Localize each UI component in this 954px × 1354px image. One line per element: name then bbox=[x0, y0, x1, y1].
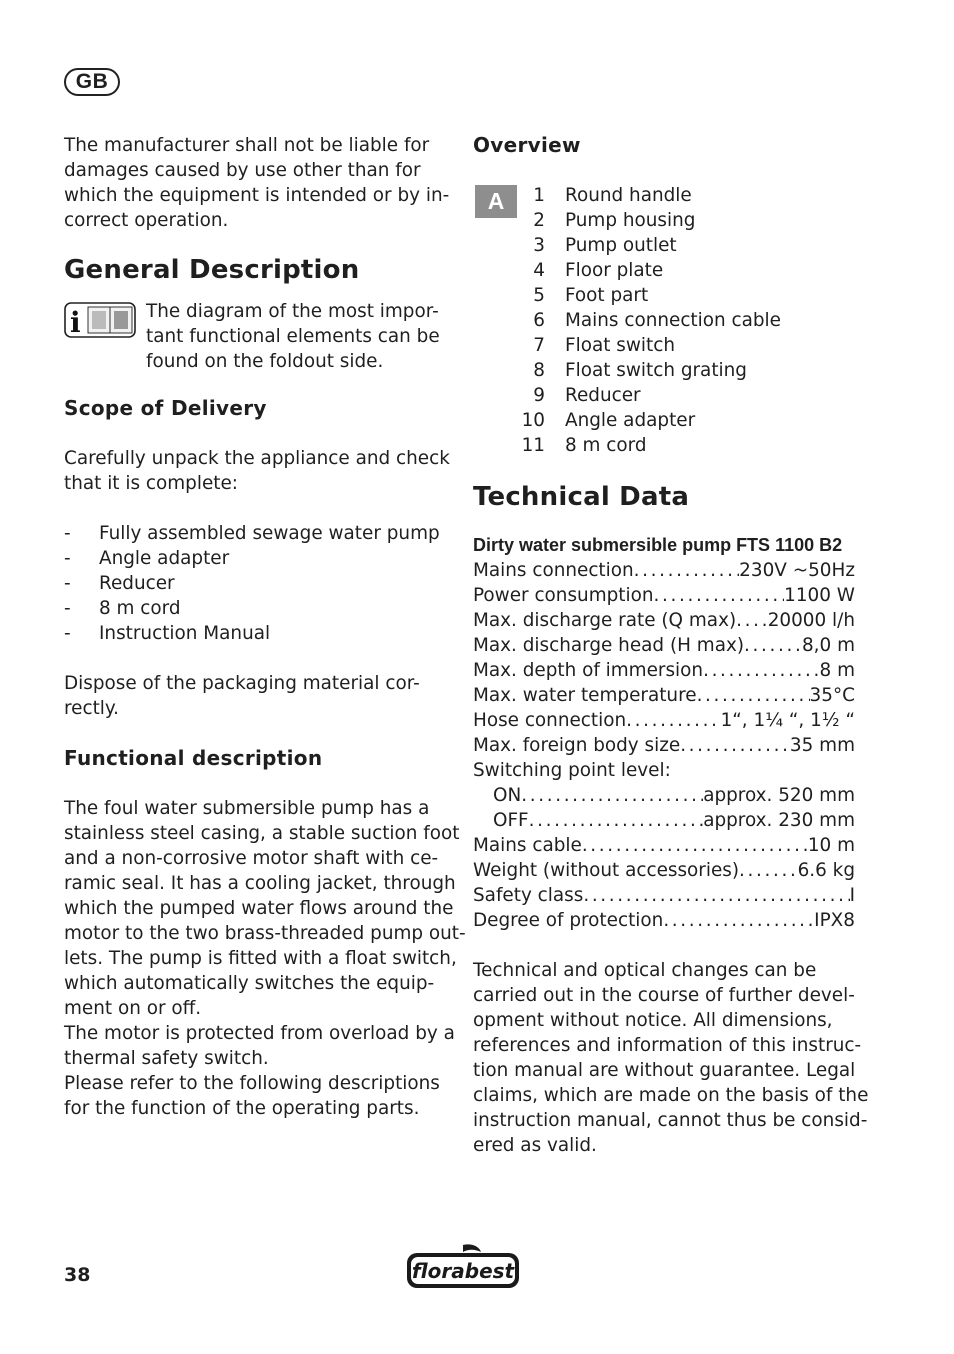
spec-row: Max. depth of immersion . . . 8 m bbox=[473, 658, 855, 683]
spec-row: ON . . . approx. 520 mm bbox=[473, 783, 855, 808]
scope-list bbox=[64, 521, 444, 646]
list-item: - Instruction Manual bbox=[64, 623, 271, 644]
spec-row: Max. discharge head (H max) . . . 8,0 m bbox=[473, 633, 855, 658]
spec-row: Hose connection . . . 1“, 1¼ “, 1½ “ bbox=[473, 708, 855, 733]
spec-row: Power consumption . . . 1100 W bbox=[473, 583, 855, 608]
list-item: 4 Floor plate bbox=[533, 260, 664, 281]
list-item: 10 Angle adapter bbox=[521, 410, 696, 431]
svg-text:i: i bbox=[70, 306, 81, 339]
scope-of-delivery-heading: Scope of Delivery bbox=[64, 396, 267, 420]
technical-note-paragraph: Technical and optical changes can be carried out in the course of further devel- opment without notice. All dimensions, references and information of this instruc- tion manual are without guarantee. Legal claims, which are made on the basis of the instruction manual, cannot thus be consid- ered as valid. bbox=[473, 960, 869, 1156]
spec-row: Safety class . . . I bbox=[473, 883, 855, 908]
spec-row: Mains connection . . . 230V ~50Hz bbox=[473, 558, 855, 583]
spec-row: Max. water temperature . . . 35°C bbox=[473, 683, 855, 708]
info-manual-icon bbox=[64, 301, 136, 339]
florabest-logo bbox=[405, 1242, 521, 1292]
list-item: 1 Round handle bbox=[533, 185, 692, 206]
right-column bbox=[473, 133, 869, 1158]
svg-text:florabest: florabest bbox=[411, 1259, 515, 1283]
general-description-heading: General Description bbox=[64, 255, 360, 285]
spec-row: Max. foreign body size . . . 35 mm bbox=[473, 733, 855, 758]
left-column: The manufacturer shall not be liable for damages caused by use other than for which the equipment is intended or by in- correct operation. General Description i The diagram of the most impor- tant functional elements can be found on the foldout side. Scope of Delivery Carefully unpack the appliance and check that it is complete: - Fully assembled sewage water pump - Angle adapter - Reducer - 8 m cord - Instruction Manual Dispose of the packaging material cor- rectly. Functional description The foul water submersible pump has a stainless steel casing, a stable suction foot and a non-corrosive motor shaft with ce- ramic seal. It has a cooling jacket, through which the pumped water flows around the motor to the two brass-threaded pump out- lets. The pump is fitted with a float switch, which automatically switches the equip- ment on or off. The motor is protected from overload by a thermal safety switch. Please refer to the following descriptions for the function of the operating parts. bbox=[64, 135, 466, 1119]
language-badge: GB bbox=[64, 68, 120, 96]
technical-data-subtitle: Dirty water submersible pump FTS 1100 B2 bbox=[473, 535, 843, 555]
list-item: 8 Float switch grating bbox=[533, 360, 747, 381]
overview-list bbox=[515, 183, 855, 458]
list-item: 7 Float switch bbox=[533, 335, 675, 356]
spec-row: Degree of protection . . . IPX8 bbox=[473, 908, 855, 933]
technical-data-heading: Technical Data bbox=[473, 482, 690, 512]
list-item: - 8 m cord bbox=[64, 598, 181, 619]
list-item: - Reducer bbox=[64, 573, 175, 594]
list-item: - Fully assembled sewage water pump bbox=[64, 523, 440, 544]
overview-heading: Overview bbox=[473, 133, 581, 157]
spec-row: Max. discharge rate (Q max) . . . 20000 l/h bbox=[473, 608, 855, 633]
info-note: i The diagram of the most impor- tant functional elements can be found on the foldout side. bbox=[64, 299, 444, 374]
functional-description-heading: Functional description bbox=[64, 746, 323, 770]
page-number: 38 bbox=[64, 1264, 91, 1286]
list-item: 3 Pump outlet bbox=[533, 235, 677, 256]
functional-paragraph: The foul water submersible pump has a stainless steel casing, a stable suction foot and a non-corrosive motor shaft with ce- ramic seal. It has a cooling jacket, through which the pumped water flows around the motor to the two brass-threaded pump out- lets. The pump is fitted with a float switch, which automatically switches the equip- ment on or off. The motor is protected from overload by a thermal safety switch. Please refer to the following descriptions for the function of the operating parts. bbox=[64, 798, 466, 1119]
intro-paragraph: The manufacturer shall not be liable for damages caused by use other than for which the equipment is intended or by in- correct operation. bbox=[64, 135, 450, 231]
spec-row: OFF . . . approx. 230 mm bbox=[473, 808, 855, 833]
spec-row: Mains cable . . . 10 m bbox=[473, 833, 855, 858]
switching-point-label: Switching point level: bbox=[473, 760, 671, 781]
list-item: 9 Reducer bbox=[533, 385, 641, 406]
figure-a-badge: A bbox=[475, 185, 517, 218]
list-item: 2 Pump housing bbox=[533, 210, 696, 231]
list-item: 6 Mains connection cable bbox=[533, 310, 781, 331]
spec-row: Weight (without accessories) . . . 6.6 kg bbox=[473, 858, 855, 883]
list-item: - Angle adapter bbox=[64, 548, 230, 569]
list-item: 11 8 m cord bbox=[521, 435, 647, 456]
overview-section bbox=[473, 133, 855, 458]
specs-table bbox=[473, 558, 855, 933]
list-item: 5 Foot part bbox=[533, 285, 649, 306]
